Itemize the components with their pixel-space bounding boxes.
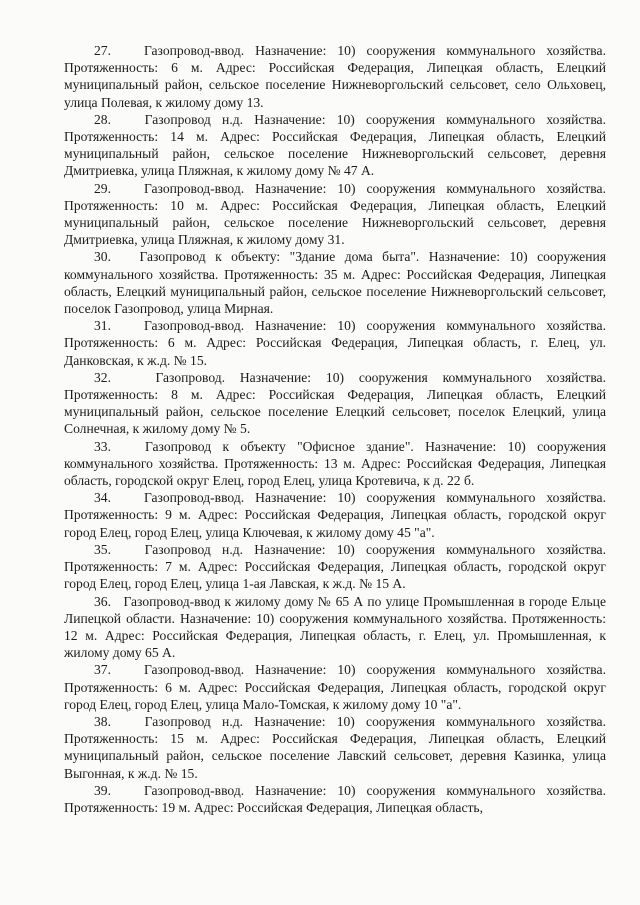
paragraph-item xyxy=(64,661,606,713)
paragraph-item xyxy=(64,248,606,317)
paragraph-item xyxy=(64,369,606,438)
paragraph-number: 30. xyxy=(94,249,111,265)
paragraph-number: 39. xyxy=(94,782,111,798)
paragraph-number: 36. xyxy=(94,593,111,609)
paragraph-item xyxy=(64,317,606,369)
paragraph-number: 32. xyxy=(94,369,111,385)
paragraph-text: Газопровод н.д. Назначение: 10) сооружения коммунального хозяйства. Протяженность: 7 м. Адрес: Российская Федерация, Липецкая область, городской округ город Елец, город Елец, улица 1-ая Лавская, к ж.д. № 15 А. xyxy=(64,541,606,592)
paragraph-text: Газопровод н.д. Назначение: 10) сооружения коммунального хозяйства. Протяженность: 15 м. Адрес: Российская Федерация, Липецкая область, Елецкий муниципальный район, сельское поселение Лавский сельсовет, деревня Казинка, улица Выгонная, к ж.д. № 15. xyxy=(64,713,606,781)
paragraph-number: 27. xyxy=(94,43,111,58)
paragraph-item xyxy=(64,489,606,541)
paragraph-number: 33. xyxy=(94,438,111,454)
paragraph-text: Газопровод-ввод к жилому дому № 65 А по улице Промышленная в городе Ельце Липецкой области. Назначение: 10) сооружения коммунального хозяйства. Протяженность: 12 м. Адрес: Российская Федерация, Липецкая область, г. Елец, ул. Промышленная, к жилому дому 65 А. xyxy=(64,593,606,661)
paragraph-text: Газопровод-ввод. Назначение: 10) сооружения коммунального хозяйства. Протяженность: 19 м. Адрес: Российская Федерация, Липецкая область, xyxy=(64,782,606,815)
paragraph-number: 28. xyxy=(94,111,111,127)
paragraph-text: Газопровод-ввод. Назначение: 10) сооружения коммунального хозяйства. Протяженность: 6 м. Адрес: Российская Федерация, Липецкая область, городской округ город Елец, город Елец, улица Мало-Томская, к жилому дому 10 "а". xyxy=(64,662,606,712)
paragraph-item xyxy=(64,42,606,111)
paragraph-number: 34. xyxy=(94,490,111,506)
paragraph-list xyxy=(64,42,606,816)
paragraph-item xyxy=(64,180,606,249)
paragraph-number: 38. xyxy=(94,713,111,729)
paragraph-item xyxy=(64,541,606,593)
paragraph-number: 37. xyxy=(94,662,111,678)
paragraph-text: Газопровод к объекту "Офисное здание". Назначение: 10) сооружения коммунального хозяйства. Протяженность: 13 м. Адрес: Российская Федерация, Липецкая область, городской округ Елец, город Елец, улица Кротевича, к д. 22 б. xyxy=(64,438,606,489)
paragraph-item xyxy=(64,438,606,490)
paragraph-item xyxy=(64,111,606,180)
paragraph-text: Газопровод-ввод. Назначение: 10) сооружения коммунального хозяйства. Протяженность: 6 м. Адрес: Российская Федерация, Липецкая область, г. Елец, ул. Данковская, к ж.д. № 15. xyxy=(64,318,606,368)
paragraph-number: 35. xyxy=(94,541,111,557)
paragraph-text: Газопровод к объекту: "Здание дома быта". Назначение: 10) сооружения коммунального хозяйства. Протяженность: 35 м. Адрес: Российская Федерация, Липецкая область, Елецкий муниципальный район, сельское поселение Нижневоргольский сельсовет, поселок Газопровод, улица Мирная. xyxy=(64,249,607,317)
paragraph-item xyxy=(64,713,606,782)
paragraph-text: Газопровод. Назначение: 10) сооружения коммунального хозяйства. Протяженность: 8 м. Адрес: Российская Федерация, Липецкая область, Елецкий муниципальный район, сельское поселение Елецкий сельсовет, поселок Елецкий, улица Солнечная, к жилому дому № 5. xyxy=(64,369,606,437)
paragraph-item xyxy=(64,593,606,662)
paragraph-text: Газопровод-ввод. Назначение: 10) сооружения коммунального хозяйства. Протяженность: 6 м. Адрес: Российская Федерация, Липецкая область, Елецкий муниципальный район, сельское поселение Нижневоргольский сельсовет, село Ольховец, улица Полевая, к жилому дому 13. xyxy=(64,43,606,110)
paragraph-text: Газопровод-ввод. Назначение: 10) сооружения коммунального хозяйства. Протяженность: 9 м. Адрес: Российская Федерация, Липецкая область, городской округ город Елец, город Елец, улица Ключевая, к жилому дому 45 "а". xyxy=(64,490,606,540)
paragraph-text: Газопровод н.д. Назначение: 10) сооружения коммунального хозяйства. Протяженность: 14 м. Адрес: Российская Федерация, Липецкая область, Елецкий муниципальный район, сельское поселение Нижневоргольский сельсовет, деревня Дмитриевка, улица Пляжная, к жилому дому № 47 А. xyxy=(64,111,606,179)
paragraph-number: 29. xyxy=(94,180,111,196)
paragraph-item xyxy=(64,782,606,816)
paragraph-number: 31. xyxy=(94,318,111,334)
paragraph-text: Газопровод-ввод. Назначение: 10) сооружения коммунального хозяйства. Протяженность: 10 м. Адрес: Российская Федерация, Липецкая область, Елецкий муниципальный район, сельское поселение Нижневоргольский сельсовет, деревня Дмитриевка, улица Пляжная, к жилому дому 31. xyxy=(64,180,606,248)
